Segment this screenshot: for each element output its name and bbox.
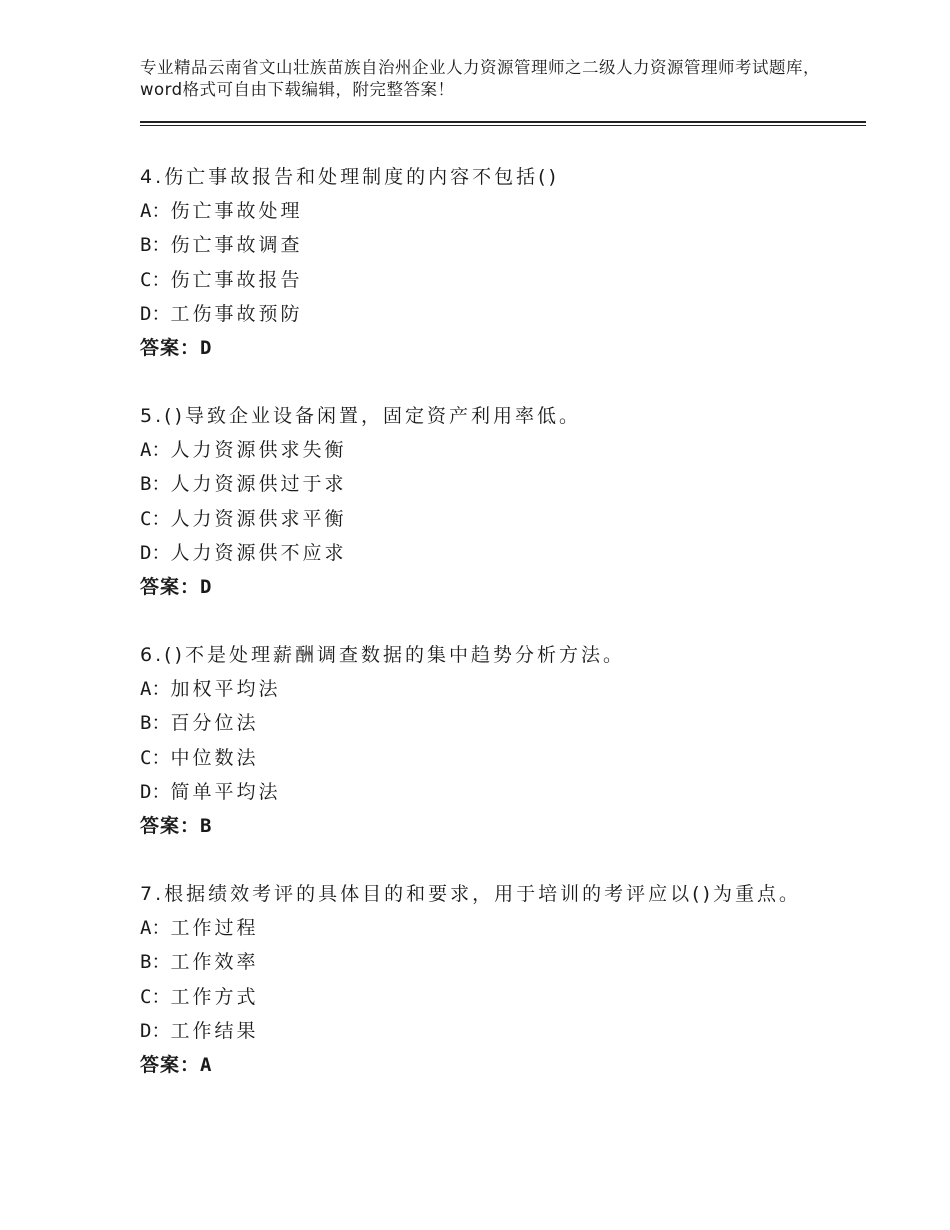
- header-divider-line: [140, 121, 866, 123]
- option-key: B：: [140, 712, 171, 735]
- answer-line: [140, 570, 880, 604]
- question-stem: 4.伤亡事故报告和处理制度的内容不包括(): [140, 166, 559, 188]
- option-text: 简单平均法: [170, 780, 281, 803]
- option-b: [140, 467, 880, 501]
- option-b: [140, 706, 880, 740]
- answer-label: 答案：: [140, 814, 201, 837]
- document-header: 专业精品云南省文山壮族苗族自治州企业人力资源管理师之二级人力资源管理师考试题库，word格式可自由下载编辑，附完整答案！: [140, 58, 820, 99]
- option-d: [140, 297, 880, 331]
- question-block-5: [140, 399, 880, 604]
- option-key: D：: [140, 780, 171, 803]
- option-key: B：: [140, 473, 171, 496]
- option-d: [140, 536, 880, 570]
- option-a: [140, 433, 880, 467]
- question-block-7: [140, 877, 880, 1082]
- answer-value: D: [200, 336, 213, 359]
- answer-value: A: [200, 1053, 213, 1076]
- option-b: [140, 228, 880, 262]
- option-text: 工伤事故预防: [170, 302, 303, 325]
- answer-label: 答案：: [140, 575, 201, 598]
- option-key: D：: [140, 302, 171, 325]
- option-text: 伤亡事故调查: [170, 234, 303, 257]
- answer-line: [140, 809, 880, 843]
- option-text: 工作结果: [170, 1019, 259, 1042]
- option-text: 人力资源供求平衡: [170, 507, 347, 530]
- option-key: A：: [140, 678, 171, 701]
- option-d: [140, 775, 880, 809]
- option-a: [140, 672, 880, 706]
- option-key: B：: [140, 234, 171, 257]
- option-key: A：: [140, 439, 171, 462]
- answer-line: [140, 331, 880, 365]
- option-key: C：: [140, 985, 171, 1008]
- option-key: D：: [140, 1019, 171, 1042]
- answer-line: [140, 1048, 880, 1082]
- option-key: C：: [140, 507, 171, 530]
- question-stem: 5.()导致企业设备闲置，固定资产利用率低。: [140, 405, 581, 427]
- option-key: A：: [140, 917, 171, 940]
- option-text: 百分位法: [170, 712, 259, 735]
- option-text: 工作效率: [170, 951, 259, 974]
- answer-label: 答案：: [140, 336, 201, 359]
- option-c: [140, 263, 880, 297]
- header-divider-line-secondary: [140, 125, 866, 127]
- option-text: 工作过程: [170, 917, 259, 940]
- option-key: C：: [140, 268, 171, 291]
- option-text: 加权平均法: [170, 678, 281, 701]
- question-block-6: [140, 638, 880, 843]
- option-b: [140, 945, 880, 979]
- option-a: [140, 194, 880, 228]
- option-c: [140, 741, 880, 775]
- option-text: 中位数法: [170, 746, 259, 769]
- option-text: 人力资源供不应求: [170, 541, 347, 564]
- option-key: C：: [140, 746, 171, 769]
- option-key: D：: [140, 541, 171, 564]
- question-stem: 7.根据绩效考评的具体目的和要求，用于培训的考评应以()为重点。: [140, 883, 801, 905]
- option-c: [140, 502, 880, 536]
- option-a: [140, 911, 880, 945]
- option-d: [140, 1014, 880, 1048]
- question-block-4: [140, 160, 880, 365]
- option-text: 人力资源供求失衡: [170, 439, 347, 462]
- option-key: A：: [140, 200, 171, 223]
- option-text: 伤亡事故处理: [170, 200, 303, 223]
- question-stem: 6.()不是处理薪酬调查数据的集中趋势分析方法。: [140, 644, 625, 666]
- answer-label: 答案：: [140, 1053, 201, 1076]
- option-text: 伤亡事故报告: [170, 268, 303, 291]
- option-key: B：: [140, 951, 171, 974]
- option-c: [140, 980, 880, 1014]
- option-text: 人力资源供过于求: [170, 473, 347, 496]
- answer-value: D: [200, 575, 213, 598]
- answer-value: B: [200, 814, 213, 837]
- option-text: 工作方式: [170, 985, 259, 1008]
